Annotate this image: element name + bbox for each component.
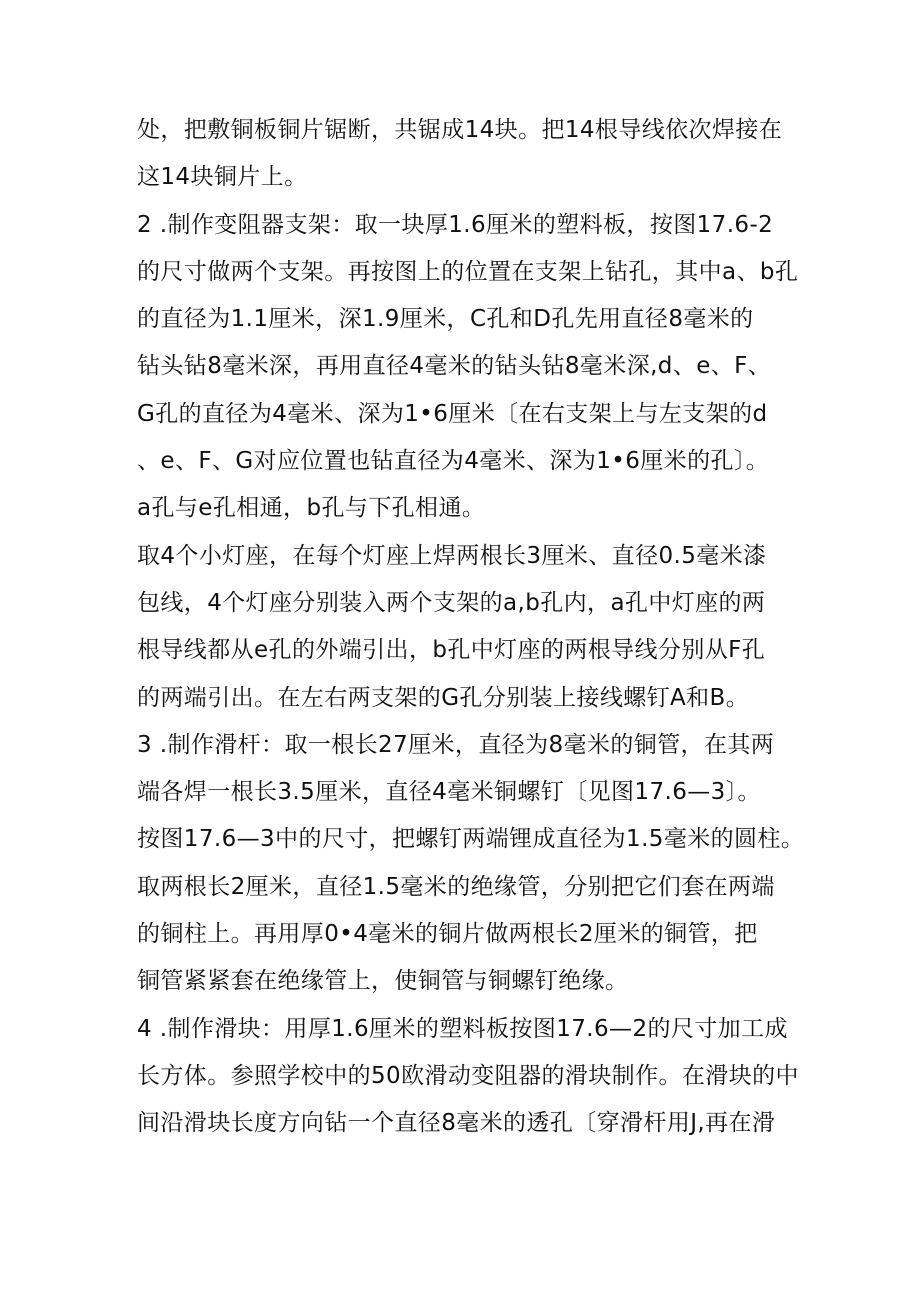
text-line: 间沿滑块长度方向钻一个直径8毫米的透孔〔穿滑杆用J,再在滑 [137, 1110, 776, 1137]
text-line: 钻头钻8毫米深，再用直径4毫米的钻头钻8毫米深,d、e、F、 [137, 353, 772, 380]
text-line: a孔与e孔相通，b孔与下孔相通。 [137, 495, 486, 522]
text-line: 的两端引出。在左右两支架的G孔分别装上接线螺钉A和B。 [137, 684, 750, 711]
text-line: G孔的直径为4毫米、深为1•6厘米〔在右支架上与左支架的d [137, 400, 768, 427]
text-line: 取4个小灯座，在每个灯座上焊两根长3厘米、直径0.5毫米漆 [137, 542, 767, 569]
text-line: 包线，4个灯座分别装入两个支架的a,b孔内，a孔中灯座的两 [137, 589, 766, 616]
text-line: 根导线都从e孔的外端引出，b孔中灯座的两根导线分别从F孔 [137, 637, 766, 664]
text-line: 端各焊一根长3.5厘米，直径4毫米铜螺钉〔见图17.6—3〕。 [137, 779, 761, 806]
text-line: 处，把敷铜板铜片锯断，共锯成14块。把14根导线依次焊接在 [137, 117, 783, 143]
text-line: 按图17.6—3中的尺寸，把螺钉两端锂成直径为1.5毫米的圆柱。 [137, 826, 805, 853]
text-line: 4 .制作滑块：用厚1.6厘米的塑料板按图17.6—2的尺寸加工成 [137, 1015, 788, 1042]
text-line: 的铜柱上。再用厚0•4毫米的铜片做两根长2厘米的铜管，把 [137, 921, 758, 948]
text-line: 这14块铜片上。 [137, 164, 308, 191]
text-line: 铜管紧紧套在绝缘管上，使铜管与铜螺钉绝缘。 [137, 968, 629, 995]
text-line: 的直径为1.1厘米，深1.9厘米，C孔和D孔先用直径8毫米的 [137, 306, 754, 333]
text-line: 2 .制作变阻器支架：取一块厚1.6厘米的塑料板，按图17.6-2 [137, 211, 774, 238]
document-body [137, 107, 805, 1148]
text-line: 的尺寸做两个支架。再按图上的位置在支架上钻孔，其中a、b孔 [137, 258, 799, 285]
text-line: 3 .制作滑杆：取一根长27厘米，直径为8毫米的铜管，在其两 [137, 731, 775, 758]
text-line: 取两根长2厘米，直径1.5毫米的绝缘管，分别把它们套在两端 [137, 873, 775, 900]
text-line: 、e、F、G对应位置也钻直径为4毫米、深为1•6厘米的孔〕。 [137, 448, 770, 475]
text-line: 长方体。参照学校中的50欧滑动变阻器的滑块制作。在滑块的中 [137, 1062, 799, 1089]
